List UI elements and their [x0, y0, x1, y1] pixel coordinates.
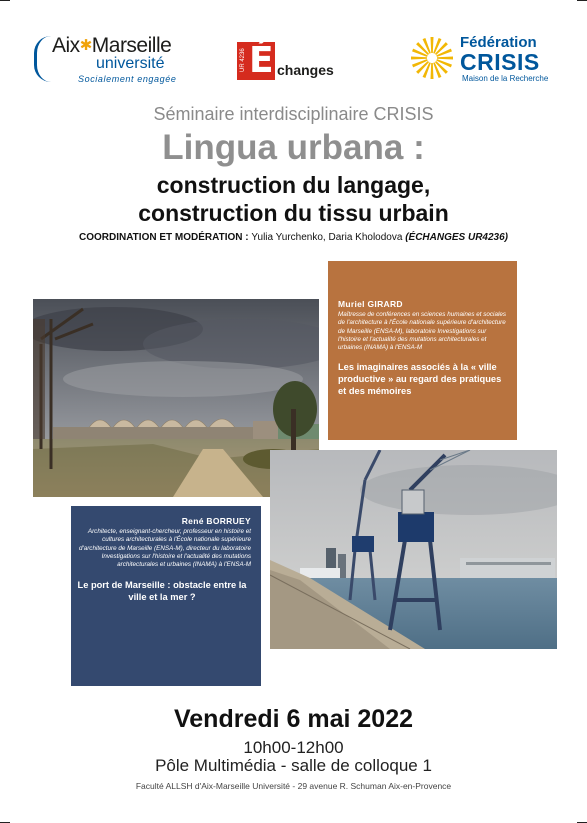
port-cranes-photo: [270, 450, 557, 649]
event-place: Pôle Multimédia - salle de colloque 1: [155, 756, 432, 775]
talk-title: Les imaginaires associés à la « ville productive » au regard des pratiques et des mémoires: [338, 361, 502, 396]
sun-icon: [410, 36, 454, 80]
amu-logo-name: Aix✱Marseille: [52, 34, 172, 57]
star-icon: ✱: [79, 37, 92, 54]
page-title: Lingua urbana :: [162, 128, 425, 167]
echanges-logo-box: [237, 42, 275, 80]
amu-logo: [34, 34, 194, 86]
speaker-name: René BORRUEY: [181, 516, 251, 526]
talk-title: Le port de Marseille : obstacle entre la ville et la mer ?: [77, 579, 247, 602]
coordination-names: Yulia Yurchenko, Daria Kholodova: [251, 232, 406, 243]
event-time: 10h00-12h00: [243, 738, 344, 757]
federation-line2: CRISIS: [460, 49, 540, 75]
event-date: Vendredi 6 mai 2022: [173, 705, 414, 733]
coordination-line: [0, 232, 587, 243]
speaker-box-borruey: [71, 506, 261, 686]
speaker-bio: Architecte, enseignant-chercheur, professeur en histoire et cultures architecturales à l'École nationale supérieure d'architecture de Marseille (ENSA-M), directeur du laboratoire Investigations sur l'histoire et l'actualité des mutations architecturales et urbaines (INAMA) à l'ENSA-M: [79, 528, 251, 569]
speaker-box-girard: [328, 261, 517, 440]
subtitle-line1: construction du langage,: [156, 172, 431, 198]
amu-logo-sub: université: [96, 55, 165, 72]
echanges-logo: [237, 42, 352, 82]
federation-logo: [410, 34, 560, 86]
event-address: Faculté ALLSH d'Aix-Marseille Université - 29 avenue R. Schuman Aix-en-Provence: [135, 781, 452, 791]
speaker-name: Muriel GIRARD: [338, 299, 403, 309]
federation-line1: Fédération: [460, 34, 537, 51]
echanges-unit: UR 4236: [240, 48, 246, 72]
seminar-title: Séminaire interdisciplinaire CRISIS: [153, 104, 434, 124]
amu-bracket: [34, 36, 51, 82]
echanges-glyph: É: [249, 40, 274, 81]
coordination-label: COORDINATION ET MODÉRATION :: [78, 232, 252, 243]
amu-logo-tagline: Socialement engagée: [78, 74, 177, 84]
federation-line3: Maison de la Recherche: [462, 74, 549, 83]
echanges-word: changes: [277, 62, 334, 78]
speaker-bio: Maîtresse de conférences en sciences humaines et sociales de l'architecture à l'École nationale supérieure d'architecture de Marseille (ENSA-M), laboratoire Investigations sur l'histoire et l'actualité des mutations architecturales et urbaines (INAMA) à l'ENSA-M: [338, 311, 507, 352]
coordination-unit: (ÉCHANGES UR4236): [405, 232, 509, 243]
subtitle-line2: construction du tissu urbain: [138, 200, 449, 226]
